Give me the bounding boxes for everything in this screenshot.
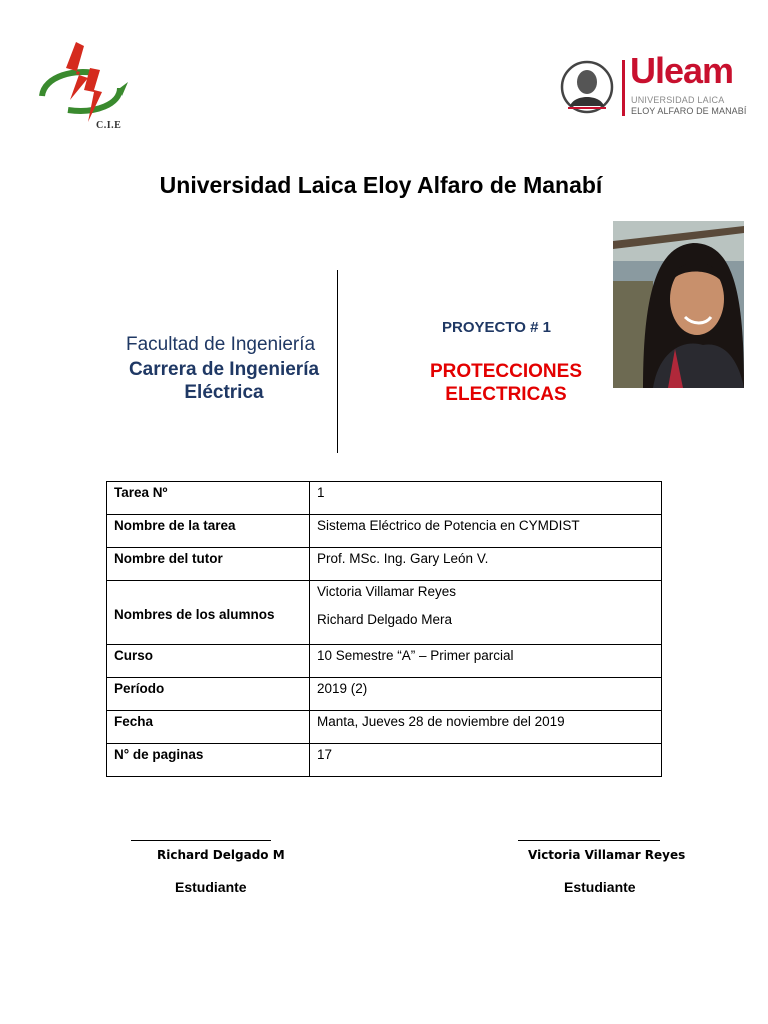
uleam-subtitle-1: UNIVERSIDAD LAICA xyxy=(631,95,725,105)
project-title xyxy=(420,360,592,406)
row-value xyxy=(310,581,662,645)
career-line-2: Eléctrica xyxy=(184,382,264,403)
career-name xyxy=(108,358,340,404)
signature-name-2: Victoria Villamar Reyes xyxy=(528,848,686,862)
project-title-line-1: PROTECCIONES xyxy=(429,361,583,382)
table-row xyxy=(107,581,662,645)
row-label: Curso xyxy=(107,645,310,678)
student-name-2: Richard Delgado Mera xyxy=(317,612,453,627)
table-row xyxy=(107,482,662,515)
uleam-subtitle-2: ELOY ALFARO DE MANABÍ xyxy=(631,106,747,116)
table-row xyxy=(107,744,662,777)
row-label: Nombre de la tarea xyxy=(107,515,310,548)
student-name-1: Victoria Villamar Reyes xyxy=(317,584,457,599)
uleam-divider-bar xyxy=(622,60,625,116)
uleam-emblem-icon xyxy=(560,60,614,114)
row-label: N° de paginas xyxy=(107,744,310,777)
project-title-line-2: ELECTRICAS xyxy=(445,384,567,405)
project-number: PROYECTO # 1 xyxy=(442,319,551,336)
row-label: Tarea Nº xyxy=(107,482,310,515)
table-row xyxy=(107,548,662,581)
row-label: Nombres de los alumnos xyxy=(107,581,310,645)
row-value: Sistema Eléctrico de Potencia en CYMDIST xyxy=(310,515,662,548)
row-value: Prof. MSc. Ing. Gary León V. xyxy=(310,548,662,581)
info-table xyxy=(106,481,662,777)
table-row xyxy=(107,645,662,678)
row-label: Nombre del tutor xyxy=(107,548,310,581)
row-value: Manta, Jueves 28 de noviembre del 2019 xyxy=(310,711,662,744)
career-line-1: Carrera de Ingeniería xyxy=(128,359,320,380)
row-value: 2019 (2) xyxy=(310,678,662,711)
row-label: Período xyxy=(107,678,310,711)
row-value: 17 xyxy=(310,744,662,777)
row-value: 10 Semestre “A” – Primer parcial xyxy=(310,645,662,678)
row-value: 1 xyxy=(310,482,662,515)
student-photo xyxy=(613,221,744,388)
signature-line-2 xyxy=(518,840,660,841)
faculty-name: Facultad de Ingeniería xyxy=(126,334,316,355)
signature-role-1: Estudiante xyxy=(175,879,247,895)
uleam-logo xyxy=(560,50,750,120)
table-row xyxy=(107,515,662,548)
signature-line-1 xyxy=(131,840,271,841)
cie-logo-text: C.I.E xyxy=(96,120,122,131)
university-title: Universidad Laica Eloy Alfaro de Manabí xyxy=(159,172,603,198)
table-row xyxy=(107,678,662,711)
uleam-wordmark: Uleam xyxy=(630,50,734,91)
signature-name-1: Richard Delgado M xyxy=(157,848,285,862)
signature-role-2: Estudiante xyxy=(564,879,636,895)
table-row xyxy=(107,711,662,744)
row-label: Fecha xyxy=(107,711,310,744)
